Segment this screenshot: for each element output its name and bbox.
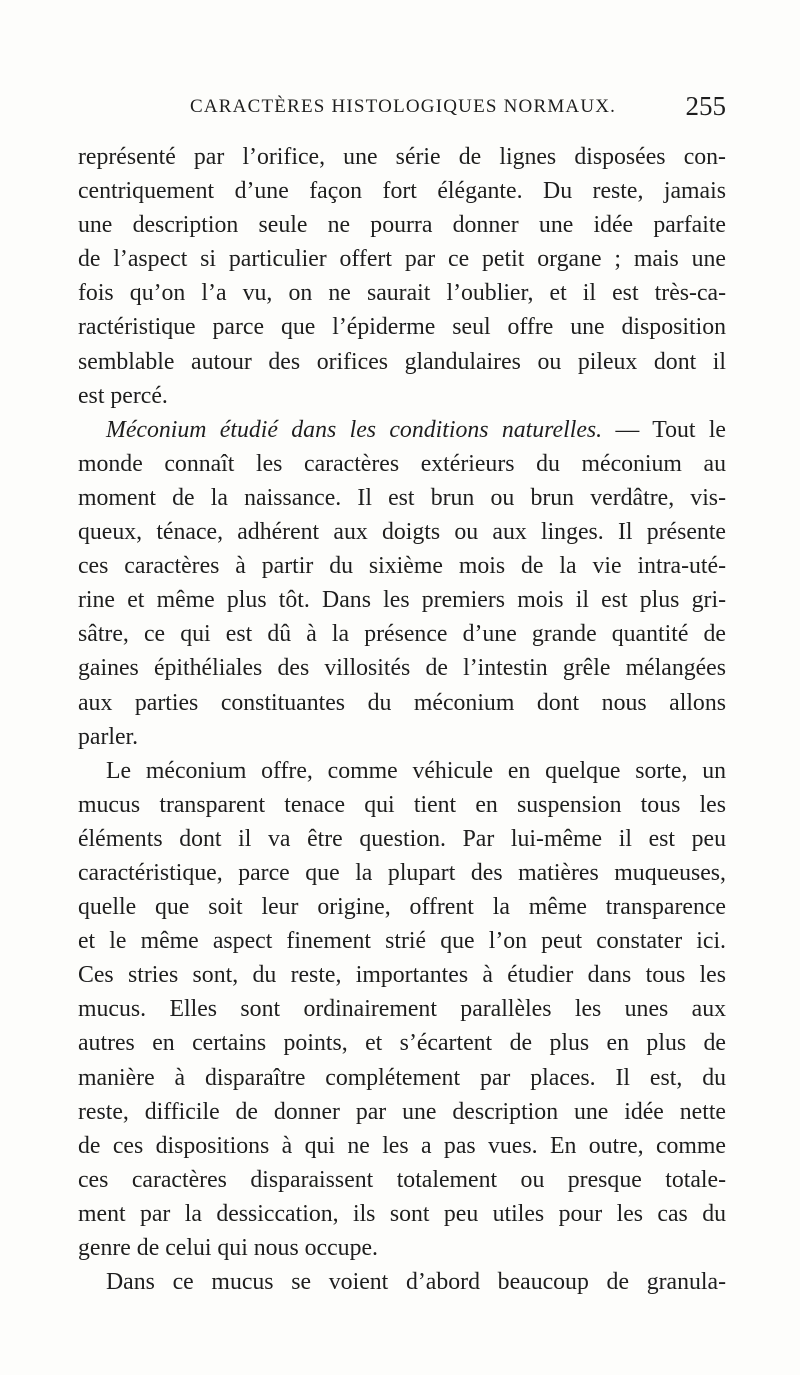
- text-line: de ces dispositions à qui ne les a pas vues. En outre, comme: [78, 1132, 726, 1159]
- text-line: représenté par l’orifice, une série de lignes disposées con-: [78, 144, 726, 170]
- text-line: autres en certains points, et s’écartent de plus en plus de: [78, 1030, 726, 1057]
- text-line: manière à disparaître complétement par places. Il est, du: [78, 1064, 726, 1091]
- text-line: quelle que soit leur origine, offrent la même transparence: [78, 894, 726, 921]
- text-line: ment par la dessiccation, ils sont peu utiles pour les cas du: [78, 1200, 726, 1227]
- text-line: centriquement d’une façon fort élégante. Du reste, jamais: [78, 178, 726, 205]
- body-text: [78, 140, 726, 1299]
- text-line: queux, ténace, adhérent aux doigts ou aux linges. Il présente: [78, 519, 726, 546]
- text-line: caractéristique, parce que la plupart des matières muqueuses,: [78, 859, 726, 886]
- text-line: éléments dont il va être question. Par lui-même il est peu: [78, 825, 726, 852]
- text-line: mucus. Elles sont ordinairement parallèles les unes aux: [78, 996, 726, 1023]
- text-line: sâtre, ce qui est dû à la présence d’une grande quantité de: [78, 621, 726, 648]
- text-line: gaines épithéliales des villosités de l’intestin grêle mélangées: [78, 655, 726, 682]
- text-line: moment de la naissance. Il est brun ou brun verdâtre, vis-: [78, 484, 726, 511]
- text-line: rine et même plus tôt. Dans les premiers mois il est plus gri-: [78, 587, 726, 614]
- running-title: CARACTÈRES HISTOLOGIQUES NORMAUX.: [190, 96, 617, 117]
- section-heading-line: [78, 413, 726, 447]
- text-line: est percé.: [78, 382, 168, 409]
- text-line: ces caractères à partir du sixième mois de la vie intra-uté-: [78, 553, 726, 580]
- page-number: 255: [685, 91, 726, 121]
- running-head: [78, 92, 726, 122]
- text-line: genre de celui qui nous occupe.: [78, 1235, 378, 1261]
- text-line: ces caractères disparaissent totalement ou presque totale-: [78, 1166, 726, 1193]
- text-line: mucus transparent tenace qui tient en suspension tous les: [78, 791, 726, 818]
- text-line: et le même aspect finement strié que l’on peut constater ici.: [78, 928, 726, 955]
- text-line: aux parties constituantes du méconium dont nous allons: [78, 689, 726, 716]
- text-line: une description seule ne pourra donner une idée parfaite: [78, 212, 726, 239]
- text-line: monde connaît les caractères extérieurs du méconium au: [78, 450, 726, 477]
- section-heading: Méconium étudié dans les conditions naturelles.: [106, 416, 603, 443]
- text-line: reste, difficile de donner par une description une idée nette: [78, 1098, 726, 1125]
- text-line: semblable autour des orifices glandulaires ou pileux dont il: [78, 348, 726, 375]
- text-line: Le méconium offre, comme véhicule en quelque sorte, un: [106, 757, 726, 784]
- text-line: Ces stries sont, du reste, importantes à étudier dans tous les: [78, 962, 726, 989]
- text-line: parler.: [78, 723, 139, 750]
- text-line: fois qu’on l’a vu, on ne saurait l’oublier, et il est très-ca-: [78, 280, 726, 307]
- text-line: ractéristique parce que l’épiderme seul offre une disposition: [78, 314, 726, 341]
- text-line: Dans ce mucus se voient d’abord beaucoup de granula-: [106, 1269, 726, 1296]
- text-line: de l’aspect si particulier offert par ce petit organe ; mais une: [78, 246, 726, 273]
- section-heading-continuation: — Tout le: [602, 416, 726, 443]
